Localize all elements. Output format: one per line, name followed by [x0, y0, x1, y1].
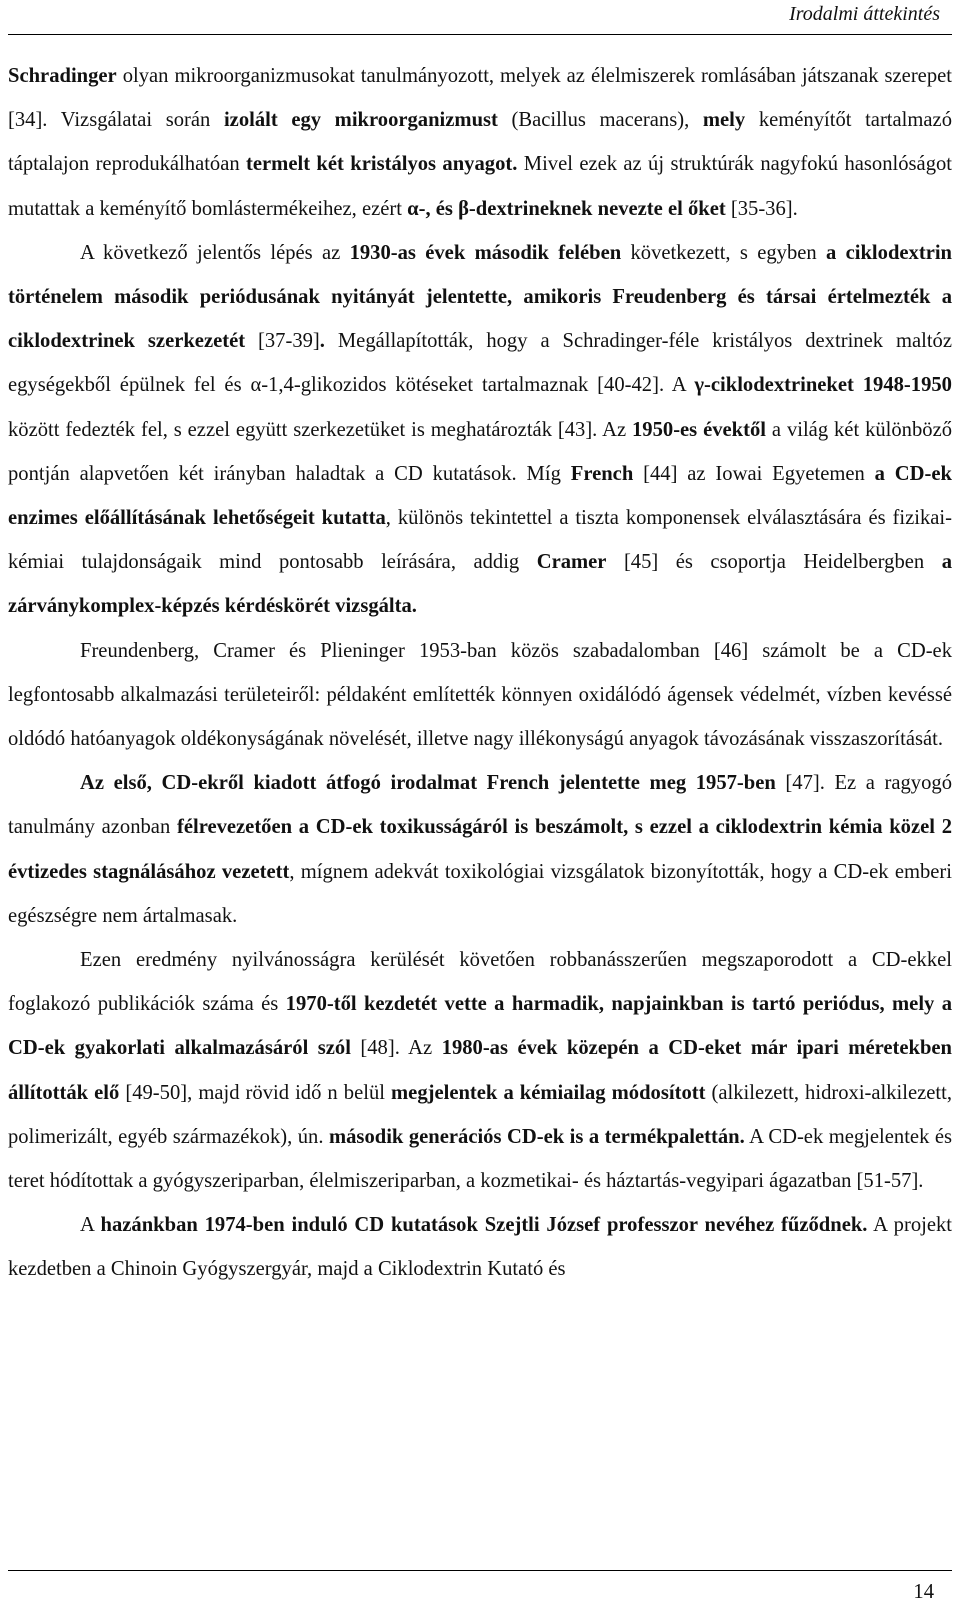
text-run: [37-39] [245, 330, 320, 353]
running-header [8, 0, 952, 35]
bold-text-run: második generációs CD-ek is a termékpalettán. [328, 1125, 745, 1148]
bold-text-run: mely [702, 109, 746, 132]
paragraph [8, 761, 952, 938]
text-run: , különös tekintettel a tiszta komponensek elválasztására és fizikai-kémiai tulajdonságaik mind pontosabb leírására, addig [8, 507, 953, 574]
text-run: Freundenberg, Cramer és Plieninger 1953-ban közös szabadalomban [46] számolt be a CD-ek legfontosabb alkalmazási területeiről: példaként említették könnyen oxidálódó ágensek védelmét, vízben kevéssé oldódó hatóanyagok oldékonyságának növelését, illetve nagy illékonyságú anyagok távozásának visszaszorítását. [8, 639, 952, 751]
bold-text-run: megjelentek a kémiailag módosított [391, 1081, 706, 1104]
paragraph [8, 1203, 952, 1291]
text-run: [49-50], majd rövid idő n belül [119, 1081, 392, 1104]
paragraph [8, 54, 952, 231]
bold-text-run: French [570, 462, 634, 485]
text-run: [35-36]. [725, 197, 798, 220]
paragraph [8, 938, 952, 1203]
paragraph [8, 231, 952, 629]
body-text [8, 54, 952, 1292]
bold-text-run: termelt két kristályos anyagot. [246, 153, 518, 176]
text-run: [48]. Az [350, 1037, 442, 1060]
bold-text-run: félrevezetően a CD-ek toxikusságáról is beszámolt, s ezzel a ciklodextrin kémia közel 2 évtizedes stagnálásához vezetett [8, 816, 952, 883]
text-run: keményítőt tartalmazó táptalajon reprodukálhatóan [8, 109, 952, 176]
text-run: A projekt kezdetben a Chinoin Gyógyszergyár, majd a Ciklodextrin Kutató és [8, 1214, 952, 1281]
bold-text-run: izolált egy mikroorganizmust [223, 109, 498, 132]
bold-text-run: Cramer [536, 551, 607, 574]
bold-text-run: α-, és β-dextrineknek nevezte el őket [407, 197, 726, 220]
bold-text-run: hazánkban 1974-ben induló CD kutatások Szejtli József professzor nevéhez fűződnek. [100, 1214, 868, 1237]
bold-text-run: 1950-es évektől [632, 418, 767, 441]
text-run: , mígnem adekvát toxikológiai vizsgálatok bizonyították, hogy a CD-ek emberi egészségre nem ártalmasak. [8, 860, 952, 927]
bold-text-run: Schradinger [8, 65, 117, 87]
page-number: 14 [913, 1581, 934, 1603]
bold-text-run: a zárványkomplex-képzés kérdéskörét vizsgálta. [8, 551, 952, 618]
footer-rule [8, 1570, 952, 1571]
text-run: (alkilezett, hidroxi-alkilezett, polimerizált, egyéb származékok), ún. [8, 1081, 953, 1148]
text-run: olyan mikroorganizmusokat tanulmányozott, melyek az élelmiszerek romlásában játszanak szerepet [34]. Vizsgálatai során [8, 65, 952, 132]
text-run: a világ két különböző pontján alapvetően két irányban haladtak a CD kutatások. Míg [8, 418, 953, 485]
header-title: Irodalmi áttekintés [789, 3, 940, 25]
text-run: Mivel ezek az új struktúrák nagyfokú hasonlóságot mutattak a keményítő bomlástermékeihez, ezért [8, 153, 953, 220]
text-run: között fedezték fel, s ezzel együtt szerkezetüket is meghatározták [43]. Az [8, 418, 632, 441]
paragraph [8, 629, 952, 762]
bold-text-run: Az első, CD-ekről kiadott átfogó irodalmat French jelentette meg 1957-ben [80, 772, 776, 795]
text-run: Megállapították, hogy a Schradinger-féle kristályos dextrinek maltóz egységekből épülnek fel és α-1,4-glikozidos kötéseket tartalmaznak [40-42]. A [8, 330, 952, 397]
bold-text-run: 1980-as évek közepén a CD-eket már ipari méretekben állították elő [8, 1037, 952, 1104]
text-run: A következő jelentős lépés az [80, 241, 350, 264]
text-run: [44] az Iowai Egyetemen [633, 462, 875, 485]
bold-text-run: a ciklodextrin történelem második periódusának nyitányát jelentette, amikoris Freudenberg és társai értelmezték a ciklodextrinek szerkezetét [8, 241, 953, 353]
bold-text-run: 1970-től kezdetét vette a harmadik, napjainkban is tartó periódus, mely a CD-ek gyakorlati alkalmazásáról szól [8, 993, 953, 1060]
bold-text-run: . [319, 330, 325, 353]
text-run: A CD-ek megjelentek és teret hódítottak a gyógyszeriparban, élelmiszeriparban, a kozmetikai- és háztartás-vegyipari ágazatban [51-57]. [8, 1125, 952, 1193]
text-run: következett, s egyben [621, 241, 826, 264]
bold-text-run: a CD-ek enzimes előállításának lehetőségeit kutatta [8, 462, 952, 530]
text-run: A [80, 1214, 101, 1237]
bold-text-run: 1930-as évek második felében [349, 241, 622, 264]
text-run: [47]. Ez a ragyogó tanulmány azonban [8, 772, 952, 839]
text-run: Ezen eredmény nyilvánosságra kerülését követően robbanásszerűen megszaporodott a CD-ekkel foglakozó publikációk száma és [8, 949, 952, 1016]
bold-text-run: γ-ciklodextrineket 1948-1950 [694, 374, 952, 397]
text-run: [45] és csoportja Heidelbergben [606, 551, 942, 574]
text-run: (Bacillus macerans), [497, 109, 703, 132]
